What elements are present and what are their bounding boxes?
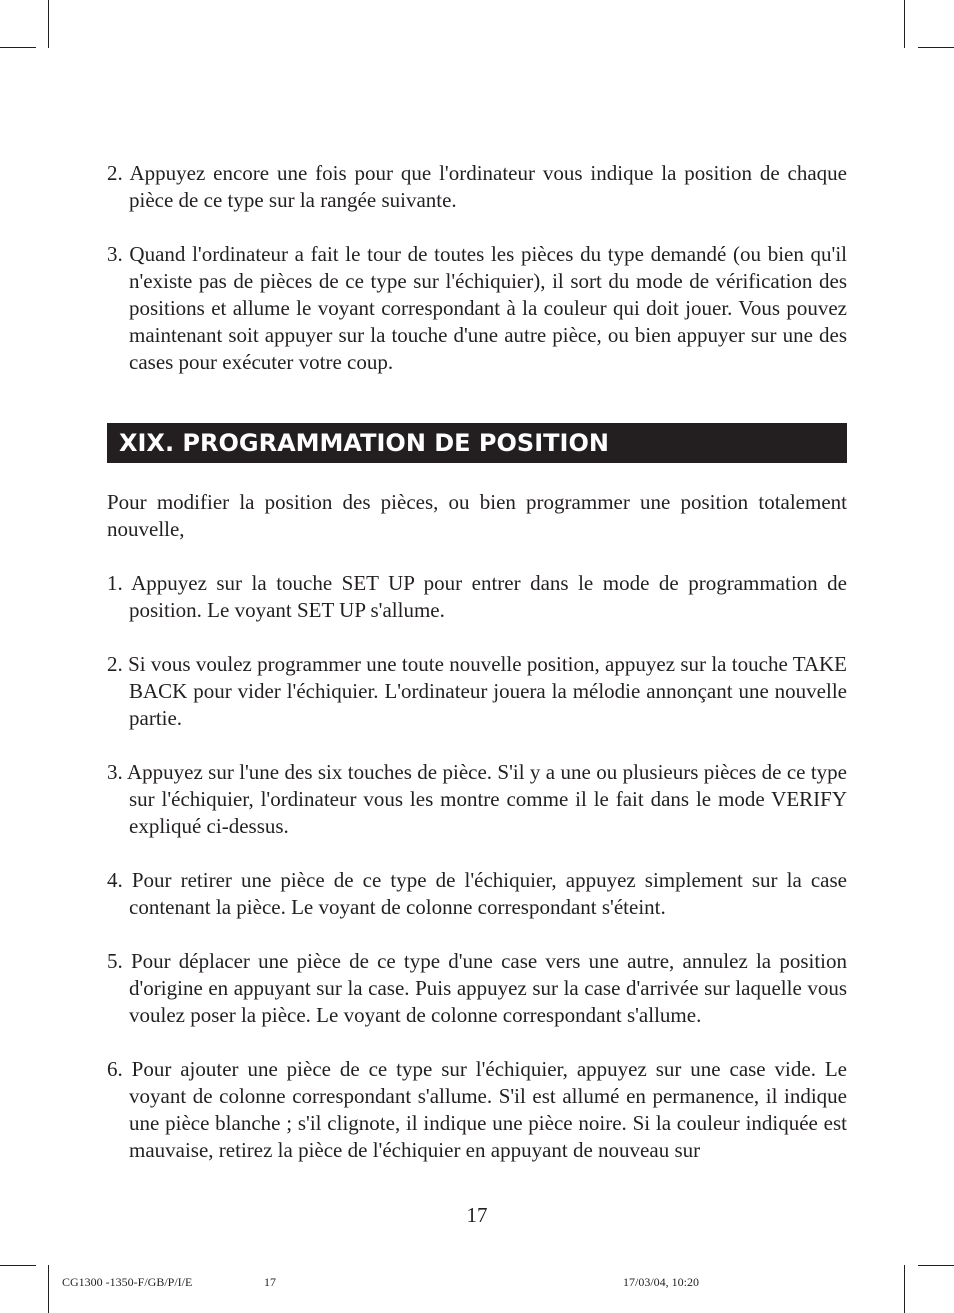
list-item: 5. Pour déplacer une pièce de ce type d'une case vers une autre, annulez la position d'origine en appuyant sur la case. Puis appuyez sur la case d'arrivée sur laquelle vous voulez poser la pièce. Le voyant de colonne correspondant s'allume.: [107, 949, 847, 1027]
list-item: 3. Appuyez sur l'une des six touches de pièce. S'il y a une ou plusieurs pièces de ce type sur l'échiquier, l'ordinateur vous les montre comme il le fait dans le mode VERIFY expliqué ci-dessus.: [107, 760, 847, 838]
crop-mark: [904, 0, 905, 48]
list-item: 1. Appuyez sur la touche SET UP pour entrer dans le mode de programmation de position. Le voyant SET UP s'allume.: [107, 571, 847, 622]
section-intro: Pour modifier la position des pièces, ou bien programmer une position totalement nouvelle,: [107, 490, 847, 541]
crop-mark: [904, 1265, 905, 1313]
crop-mark: [48, 1265, 49, 1313]
page-number: 17: [466, 1203, 488, 1227]
footer-timestamp: 17/03/04, 10:20: [623, 1275, 700, 1289]
section-heading: XIX. PROGRAMMATION DE POSITION: [107, 423, 847, 463]
page-content: [107, 160, 847, 1191]
footer-doc-code: CG1300 -1350-F/GB/P/I/E: [62, 1275, 193, 1289]
list-item: 2. Si vous voulez programmer une toute nouvelle position, appuyez sur la touche TAKE BACK pour vider l'échiquier. L'ordinateur jouera la mélodie annonçant une nouvelle partie.: [107, 652, 847, 730]
crop-mark: [918, 1265, 954, 1266]
footer-page: 17: [264, 1275, 276, 1289]
crop-mark: [0, 47, 36, 48]
list-item: 6. Pour ajouter une pièce de ce type sur l'échiquier, appuyez sur une case vide. Le voyant de colonne correspondant s'allume. S'il est allumé en permanence, il indique une pièce blanche ; s'il clignote, il indique une pièce noire. Si la couleur indiquée est mauvaise, retirez la pièce de l'échiquier en appuyant de nouveau sur: [107, 1057, 847, 1162]
list-item: 2. Appuyez encore une fois pour que l'ordinateur vous indique la position de chaque pièce de ce type sur la rangée suivante.: [107, 161, 847, 212]
list-item: 4. Pour retirer une pièce de ce type de l'échiquier, appuyez simplement sur la case contenant la pièce. Le voyant de colonne correspondant s'éteint.: [107, 868, 847, 919]
crop-mark: [0, 1265, 36, 1266]
crop-mark: [918, 47, 954, 48]
crop-mark: [48, 0, 49, 48]
list-item: 3. Quand l'ordinateur a fait le tour de toutes les pièces du type demandé (ou bien qu'il n'existe pas de pièces de ce type sur l'échiquier), il sort du mode de vérification des positions et allume le voyant correspondant à la couleur qui doit jouer. Vous pouvez maintenant soit appuyer sur la touche d'une autre pièce, ou bien appuyer sur une des cases pour exécuter votre coup.: [107, 242, 847, 374]
